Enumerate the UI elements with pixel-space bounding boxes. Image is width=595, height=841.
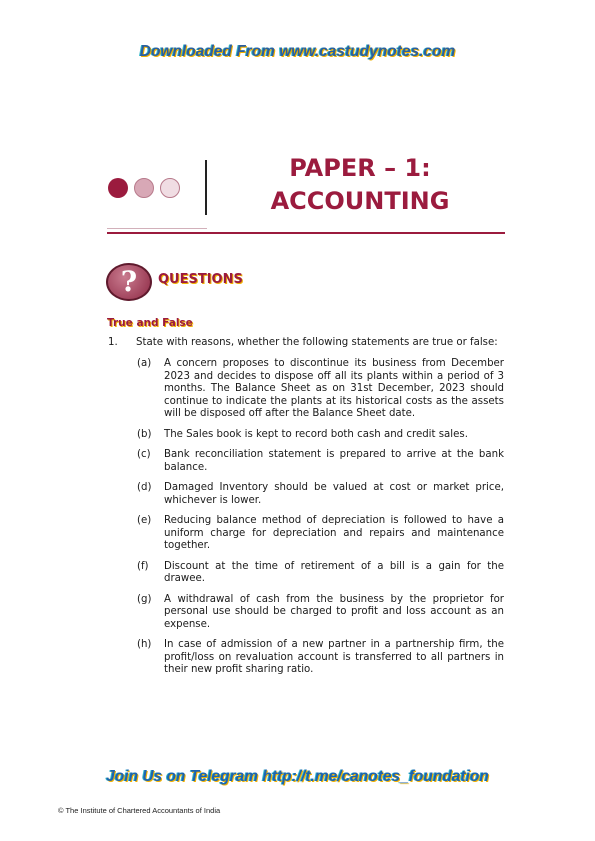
list-item <box>137 561 504 586</box>
divider <box>107 232 505 234</box>
dot-icon <box>160 178 180 198</box>
title-line-2: ACCOUNTING <box>270 187 450 215</box>
watermark-bottom: Join Us on Telegram http://t.me/canotes_foundation <box>106 768 489 785</box>
dot-icon <box>108 178 128 198</box>
item-text: In case of admission of a new partner in a partnership firm, the profit/loss on revaluation account is transferred to all partners in their new profit sharing ratio. <box>164 639 504 675</box>
title-line-1: PAPER – 1: <box>289 154 431 182</box>
page-title <box>215 152 505 218</box>
item-label: (b) <box>137 428 152 440</box>
item-text: Damaged Inventory should be valued at cost or market price, whichever is lower. <box>164 482 504 506</box>
divider <box>107 228 207 229</box>
statement-list <box>137 358 504 685</box>
question-stem: State with reasons, whether the following statements are true or false: <box>136 337 498 348</box>
item-label: (h) <box>137 639 152 650</box>
list-item <box>137 449 504 474</box>
list-item <box>137 358 504 421</box>
item-text: A concern proposes to discontinue its business from December 2023 and decides to dispose off all its plants within a period of 3 months. The Balance Sheet as on 31st December, 2023 should continue to indicate the plants at its historical costs as the assets will be disposed off after the Balance Sheet date. <box>164 358 504 419</box>
item-text: A withdrawal of cash from the business by the proprietor for personal use should be charged to profit and loss account as an expense. <box>164 593 504 630</box>
list-item <box>137 594 504 632</box>
item-label: (f) <box>137 560 149 572</box>
item-text: Reducing balance method of depreciation is followed to have a uniform charge for depreciation and repairs and maintenance together. <box>164 515 504 551</box>
copyright-footer: © The Institute of Chartered Accountants of India <box>58 806 221 815</box>
item-text: The Sales book is kept to record both cash and credit sales. <box>164 428 468 440</box>
list-item <box>137 639 504 677</box>
item-text: Discount at the time of retirement of a bill is a gain for the drawee. <box>164 560 504 584</box>
item-label: (d) <box>137 482 152 493</box>
divider <box>205 160 207 215</box>
decorative-dots <box>108 178 180 198</box>
item-text: Bank reconciliation statement is prepared to arrive at the bank balance. <box>164 449 504 473</box>
list-item <box>137 429 504 442</box>
watermark-top: Downloaded From www.castudynotes.com <box>139 43 456 60</box>
list-item <box>137 515 504 553</box>
item-label: (e) <box>137 515 152 526</box>
dot-icon <box>134 178 154 198</box>
list-item <box>137 482 504 507</box>
item-label: (g) <box>137 593 152 605</box>
section-heading: QUESTIONS <box>158 272 243 287</box>
subsection-label: True and False <box>107 317 193 329</box>
question-mark-icon: ? <box>106 263 152 301</box>
item-label: (c) <box>137 449 151 460</box>
item-label: (a) <box>137 358 152 369</box>
question-number: 1. <box>108 337 118 348</box>
